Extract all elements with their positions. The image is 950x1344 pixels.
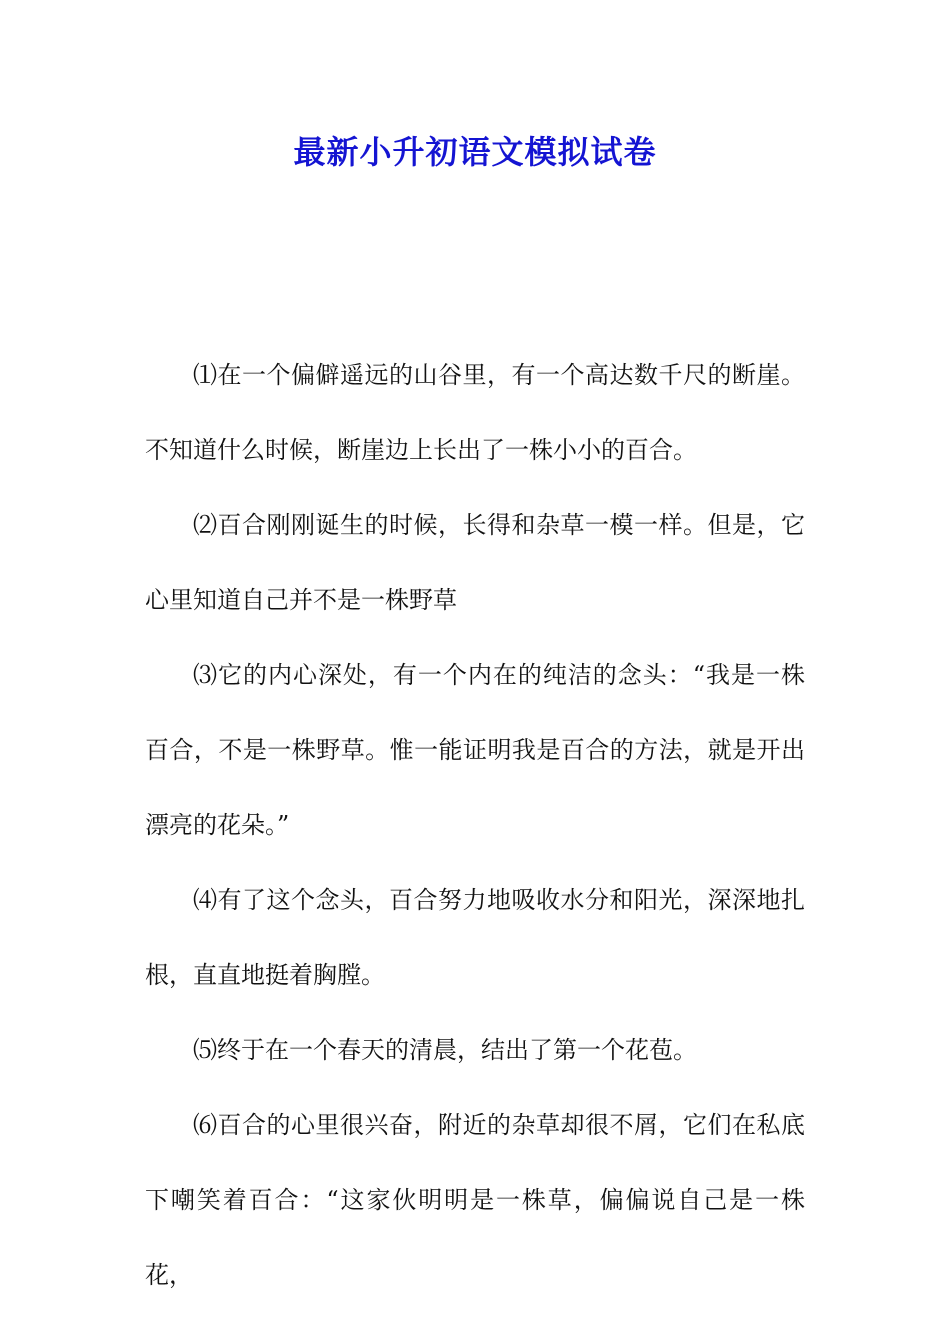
paragraph-6: ⑹百合的心里很兴奋，附近的杂草却很不屑，它们在私底下嘲笑着百合：“这家伙明明是一株草，偏偏说自己是一株花， — [145, 1111, 805, 1289]
paragraph-4: ⑷有了这个念头，百合努力地吸收水分和阳光，深深地扎根，直直地挺着胸膛。 — [145, 886, 805, 989]
paragraph-2: ⑵百合刚刚诞生的时候，长得和杂草一模一样。但是，它心里知道自己并不是一株野草 — [145, 511, 805, 614]
paragraph-1: ⑴在一个偏僻遥远的山谷里，有一个高达数千尺的断崖。不知道什么时候，断崖边上长出了一株小小的百合。 — [145, 361, 805, 464]
paragraph-3: ⑶它的内心深处，有一个内在的纯洁的念头：“我是一株百合，不是一株野草。惟一能证明我是百合的方法，就是开出漂亮的花朵。” — [145, 661, 805, 839]
paragraph-5: ⑸终于在一个春天的清晨，结出了第一个花苞。 — [193, 1036, 697, 1064]
document-body — [145, 338, 805, 1313]
document-title: 最新小升初语文模拟试卷 — [293, 133, 657, 171]
